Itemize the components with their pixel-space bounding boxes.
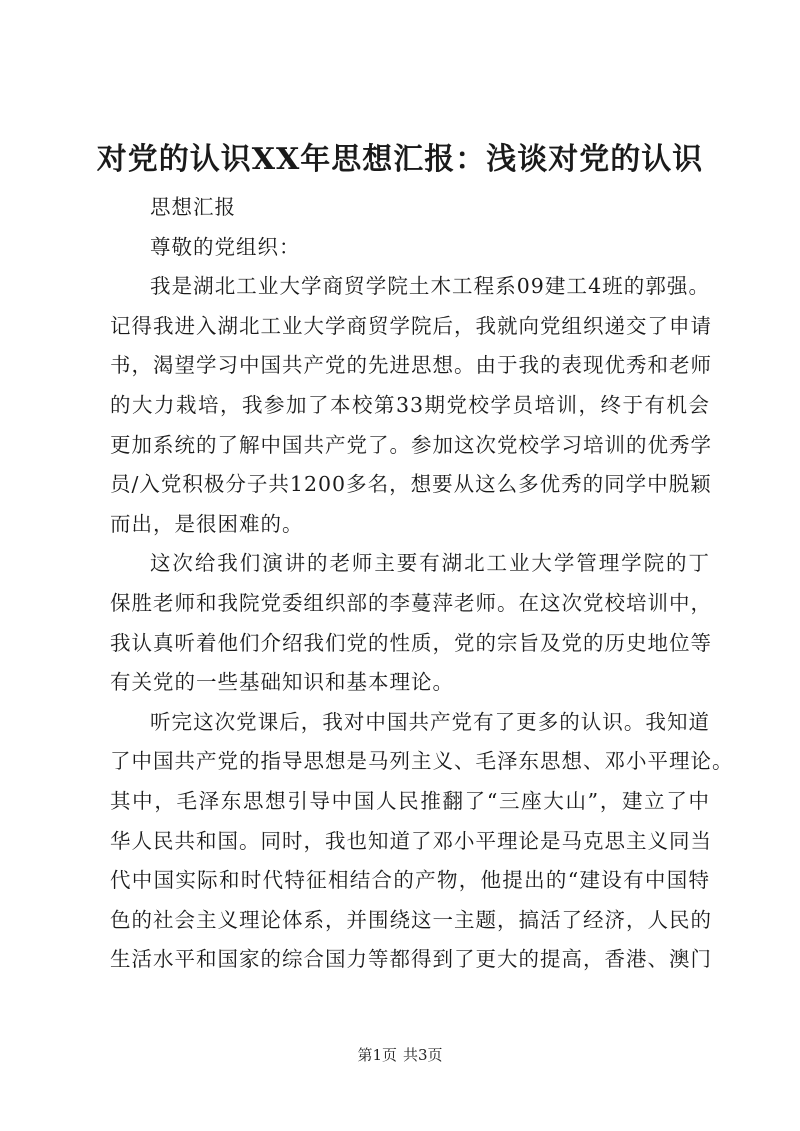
text-line: 这次给我们演讲的老师主要有湖北工业大学管理学院的丁 xyxy=(150,551,710,576)
text-line: 思想汇报 xyxy=(150,195,236,219)
page-footer xyxy=(0,1043,800,1067)
text-line: 的大力栽培，我参加了本校第33期党校学员培训，终于有机会 xyxy=(110,392,710,417)
text-line: 有关党的一些基础知识和基本理论。 xyxy=(110,670,454,695)
text-line: 听完这次党课后，我对中国共产党有了更多的认识。我知道 xyxy=(150,709,710,734)
page-number: 第1页 xyxy=(357,1046,397,1064)
text-line: 书，渴望学习中国共产党的先进思想。由于我的表现优秀和老师 xyxy=(110,353,712,378)
text-line: 我认真听着他们介绍我们党的性质，党的宗旨及党的历史地位等 xyxy=(110,630,712,655)
text-line: 保胜老师和我院党委组织部的李蔓萍老师。在这次党校培训中， xyxy=(110,590,712,615)
text-line: 了中国共产党的指导思想是马列主义、毛泽东思想、邓小平理论。 xyxy=(110,749,734,774)
text-line: 记得我进入湖北工业大学商贸学院后，我就向党组织递交了申请 xyxy=(110,313,712,338)
text-line: 尊敬的党组织： xyxy=(150,234,301,259)
document-body xyxy=(110,188,734,980)
text-line: 而出，是很困难的。 xyxy=(110,511,304,536)
document-title: 对党的认识XX年思想汇报：浅谈对党的认识 xyxy=(96,142,704,177)
text-line: 员/入党积极分子共1200多名，想要从这么多优秀的同学中脱颖 xyxy=(110,472,712,497)
text-line: 生活水平和国家的综合国力等都得到了更大的提高，香港、澳门 xyxy=(110,947,712,972)
page-total: 共3页 xyxy=(403,1046,443,1064)
text-line: 代中国实际和时代特征相结合的产物，他提出的“建设有中国特 xyxy=(110,868,710,893)
text-line: 更加系统的了解中国共产党了。参加这次党校学习培训的优秀学 xyxy=(110,432,712,457)
text-line: 色的社会主义理论体系，并围绕这一主题，搞活了经济，人民的 xyxy=(110,907,712,932)
text-line: 我是湖北工业大学商贸学院土木工程系09建工4班的郭强。 xyxy=(150,274,710,299)
text-line: 其中，毛泽东思想引导中国人民推翻了“三座大山”，建立了中 xyxy=(110,788,710,813)
text-line: 华人民共和国。同时，我也知道了邓小平理论是马克思主义同当 xyxy=(110,828,712,853)
